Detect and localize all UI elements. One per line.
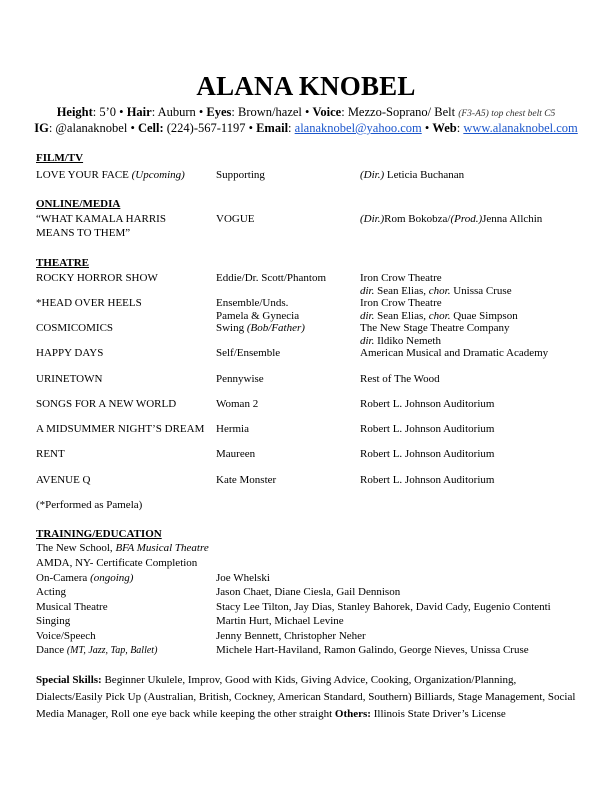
training-mt-label: Musical Theatre: [36, 601, 108, 613]
training-dance-teachers: Michele Hart-Haviland, Ramon Galindo, George Nieves, Unissa Cruse: [216, 644, 529, 656]
role-note: (Bob/Father): [246, 322, 305, 334]
chor-abbrev: chor.: [428, 310, 451, 322]
category-note: (MT, Jazz, Tap, Ballet): [66, 645, 158, 656]
rocky-title: ROCKY HORROR SHOW: [36, 272, 158, 284]
heels-role-line2: Pamela & Gynecia: [216, 310, 300, 322]
skills-label: Special Skills:: [36, 674, 102, 686]
eyes-label: Eyes: [206, 105, 232, 119]
web-label: Web: [432, 121, 457, 135]
film-tv-heading: FILM/TV: [36, 152, 84, 164]
heels-role-line1: Ensemble/Unds.: [216, 297, 289, 309]
midsummer-title: A MIDSUMMER NIGHT’S DREAM: [36, 423, 205, 435]
dir-abbrev: dir.: [360, 335, 375, 347]
training-singing-label: Singing: [36, 615, 71, 627]
hair-label: Hair: [126, 105, 152, 119]
special-skills: [36, 672, 581, 723]
film-dir-label: (Dir.): [360, 169, 385, 181]
ig-value: : @alanaknobel •: [48, 121, 138, 135]
rent-venue: Robert L. Johnson Auditorium: [360, 448, 495, 460]
voice-label: Voice: [312, 105, 342, 119]
category-note: (ongoing): [90, 572, 134, 584]
training-school: [36, 542, 209, 555]
avenue-q-title: AVENUE Q: [36, 474, 91, 486]
category-label: On-Camera: [36, 572, 91, 584]
online-dir-label: (Dir.): [360, 213, 385, 225]
rocky-role: Eddie/Dr. Scott/Phantom: [216, 272, 326, 284]
film-title: LOVE YOUR FACE: [36, 169, 132, 181]
midsummer-role: Hermia: [216, 423, 249, 435]
theatre-heading: THEATRE: [36, 257, 89, 269]
director-name: Sean Elias,: [374, 285, 429, 297]
choreographer-name: Unissa Cruse: [450, 285, 512, 297]
eyes-value: : Brown/hazel •: [231, 105, 313, 119]
height-label: Height: [56, 105, 93, 119]
online-outlet: VOGUE: [216, 213, 255, 225]
email-label: Email: [256, 121, 289, 135]
heels-venue: Iron Crow Theatre: [360, 297, 442, 309]
film-role: Supporting: [216, 169, 265, 181]
urine-role: Pennywise: [216, 373, 264, 385]
role-text: Swing: [216, 322, 247, 334]
training-oncamera-teachers: Joe Whelski: [216, 572, 270, 584]
contact-info: [0, 120, 612, 136]
director-name: Ildiko Nemeth: [374, 335, 441, 347]
voice-value: : Mezzo-Soprano/ Belt: [341, 105, 459, 119]
online-prod-value: Jenna Allchin: [482, 213, 543, 225]
dir-abbrev: dir.: [360, 310, 375, 322]
training-acting-label: Acting: [36, 586, 66, 598]
songs-venue: Robert L. Johnson Auditorium: [360, 398, 495, 410]
email-separator: :: [288, 121, 295, 135]
cosmi-title: COSMICOMICS: [36, 322, 114, 334]
songs-role: Woman 2: [216, 398, 259, 410]
film-director: [360, 169, 464, 182]
skills-text: Beginner Ukulele, Improv, Good with Kids, Giving Advice, Cooking, Organization/Planning, Dialects/Easily Pick Up (Australian, British, Cockney, American Standard, Southern) Billiards, Stage Management, Social Media Manager, Roll one eye back while keeping the other straight: [36, 674, 576, 720]
midsummer-venue: Robert L. Johnson Auditorium: [360, 423, 495, 435]
cell-value: (224)-567-1197 •: [163, 121, 257, 135]
film-dir-value: Leticia Buchanan: [384, 169, 465, 181]
film-title-note: (Upcoming): [131, 169, 185, 181]
choreographer-name: Quae Simpson: [450, 310, 518, 322]
training-amda: AMDA, NY- Certificate Completion: [36, 557, 198, 569]
online-credits: [360, 213, 542, 226]
avenue-q-venue: Robert L. Johnson Auditorium: [360, 474, 495, 486]
cosmi-role: [216, 322, 305, 335]
director-name: Sean Elias,: [374, 310, 429, 322]
email-link[interactable]: alanaknobel@yahoo.com: [294, 121, 422, 135]
ig-label: IG: [34, 121, 49, 135]
training-voice-teachers: Jenny Bennett, Christopher Neher: [216, 630, 366, 642]
dir-abbrev: dir.: [360, 285, 375, 297]
training-voice-label: Voice/Speech: [36, 630, 96, 642]
actor-name: ALANA KNOBEL: [196, 71, 416, 101]
happy-role: Self/Ensemble: [216, 347, 281, 359]
rent-role: Maureen: [216, 448, 256, 460]
rocky-venue: Iron Crow Theatre: [360, 272, 442, 284]
web-separator: •: [421, 121, 433, 135]
school-program: BFA Musical Theatre: [115, 542, 209, 554]
chor-abbrev: chor.: [428, 285, 451, 297]
cell-label: Cell:: [137, 121, 164, 135]
online-media-heading: ONLINE/MEDIA: [36, 198, 121, 210]
heels-title: *HEAD OVER HEELS: [36, 297, 142, 309]
training-dance-label: [36, 644, 157, 657]
training-mt-teachers: Stacy Lee Tilton, Jay Dias, Stanley Bahorek, David Cady, Eugenio Contenti: [216, 601, 551, 613]
happy-title: HAPPY DAYS: [36, 347, 104, 359]
website-link[interactable]: www.alanaknobel.com: [463, 121, 578, 135]
online-title-line2: MEANS TO THEM”: [36, 227, 131, 239]
avenue-q-role: Kate Monster: [216, 474, 277, 486]
training-singing-teachers: Martin Hurt, Michael Levine: [216, 615, 344, 627]
height-value: : 5’0 •: [92, 105, 127, 119]
school-name: The New School,: [36, 542, 116, 554]
online-dir-value: Rom Bokobza/: [384, 213, 451, 225]
rent-title: RENT: [36, 448, 65, 460]
others-text: Illinois State Driver’s License: [370, 708, 506, 720]
hair-value: : Auburn •: [151, 105, 207, 119]
online-title-line1: “WHAT KAMALA HARRIS: [36, 213, 166, 225]
training-acting-teachers: Jason Chaet, Diane Ciesla, Gail Dennison: [216, 586, 401, 598]
happy-venue: American Musical and Dramatic Academy: [360, 347, 549, 359]
songs-title: SONGS FOR A NEW WORLD: [36, 398, 177, 410]
voice-range-note: (F3-A5) top chest belt C5: [458, 109, 556, 119]
urine-venue: Rest of The Wood: [360, 373, 440, 385]
training-oncamera-label: [36, 572, 133, 585]
others-label: Others:: [334, 708, 371, 720]
urine-title: URINETOWN: [36, 373, 103, 385]
film-credit-title: [36, 169, 185, 182]
web-separator-colon: :: [456, 121, 464, 135]
category-label: Dance: [36, 644, 67, 656]
theatre-footnote: (*Performed as Pamela): [36, 499, 143, 511]
training-heading: TRAINING/EDUCATION: [36, 528, 162, 540]
online-prod-label: (Prod.): [450, 213, 483, 225]
cosmi-venue: The New Stage Theatre Company: [360, 322, 510, 334]
